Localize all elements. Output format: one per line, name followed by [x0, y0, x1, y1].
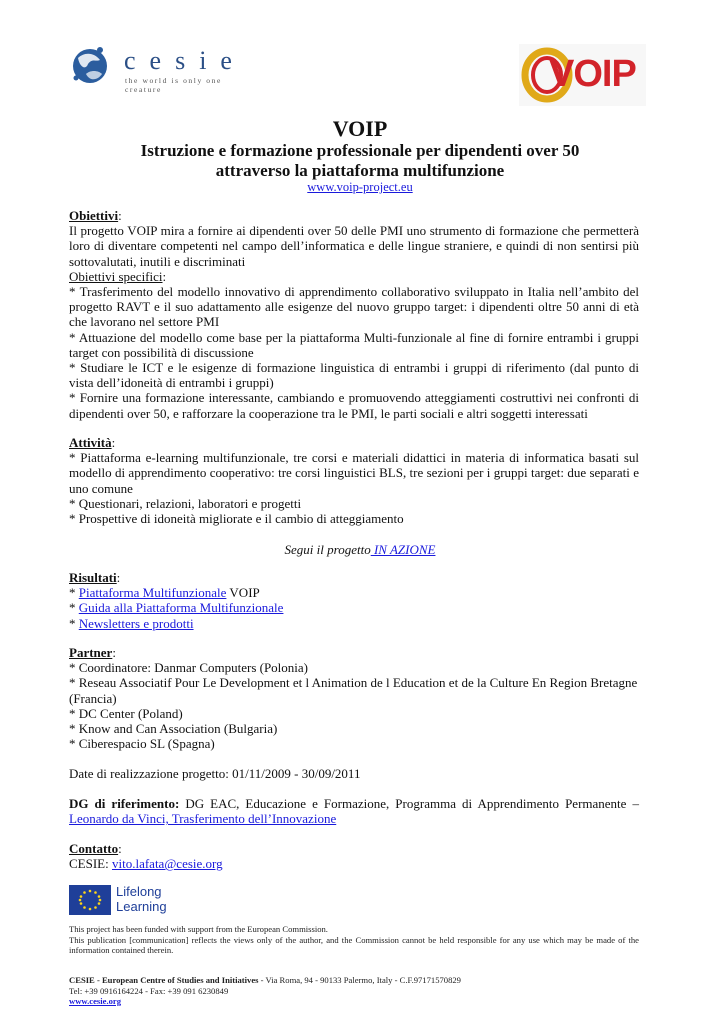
date-line: Date di realizzazione progetto: 01/11/2009 - 30/09/2011 — [69, 766, 361, 781]
in-azione-link[interactable]: IN AZIONE — [370, 542, 436, 557]
obiettivi-item: * Trasferimento del modello innovativo di apprendimento collaborativo sviluppato in Italia nell’ambito del progetto RAVT e il suo adattamento alle esigenze del nuovo gruppo target: i dipendenti oltre 50 anni di età che lavorano nel settore PMI — [69, 284, 639, 330]
contact-email-link[interactable]: vito.lafata@cesie.org — [111, 856, 223, 872]
risultati-item: * Guida alla Piattaforma Multifunzionale — [69, 600, 284, 616]
risultati-heading: Risultati: — [69, 570, 121, 585]
contatto-line: CESIE: vito.lafata@cesie.org — [69, 856, 223, 872]
subtitle-line-2: attraverso la piattaforma multifunzione — [215, 161, 505, 180]
footer-org: CESIE - European Centre of Studies and Initiatives - Via Roma, 94 - 90133 Palermo, Italy - C.F.97171570829 — [69, 975, 461, 985]
contatto-section — [69, 841, 639, 871]
cesie-tagline: the world is only one creature — [125, 76, 222, 94]
obiettivi-intro: Il progetto VOIP mira a fornire ai dipendenti over 50 delle PMI uno strumento di formazione che permetterà loro di diventare competenti nel campo dell’informatica e delle lingue straniere, e quindi di non sentirsi più sottovalutati, inutili e discriminati — [69, 223, 639, 269]
funding-disclaimer — [69, 924, 639, 956]
project-url — [60, 180, 660, 195]
risultati-item: * Newsletters e prodotti — [69, 615, 194, 631]
page-subtitle — [60, 141, 660, 181]
attivita-item: * Questionari, relazioni, laboratori e progetti — [69, 495, 302, 511]
risultati-item: * Piattaforma Multifunzionale VOIP — [69, 585, 260, 601]
dg-label: DG di riferimento: — [69, 796, 180, 811]
eu-flag-icon — [69, 885, 111, 915]
obiettivi-section — [69, 208, 639, 421]
contatto-heading: Contatto: — [69, 841, 122, 856]
obiettivi-item: * Fornire una formazione interessante, cambiando e promuovendo atteggiamenti costruttivi nei confronti di dipendenti over 50, e rafforzare la cooperazione tra le PMI, le parti sociali e altri soggetti interessati — [69, 390, 639, 421]
subtitle-line-1: Istruzione e formazione professionale per dipendenti over 50 — [140, 141, 580, 160]
dg-section — [69, 796, 639, 826]
partner-item: * Know and Can Association (Bulgaria) — [69, 721, 278, 737]
lifelong-text: Lifelong Learning — [116, 884, 167, 914]
partner-item: * Coordinatore: Danmar Computers (Polonia) — [69, 660, 309, 676]
attivita-item: * Prospettive di idoneità migliorate e il cambio di atteggiamento — [69, 511, 404, 527]
obiettivi-specifici-heading: Obiettivi specifici: — [69, 268, 167, 284]
partner-heading: Partner: — [69, 645, 116, 660]
obiettivi-item: * Studiare le ICT e le esigenze di formazione linguistica di entrambi i gruppi di riferimento (dal punto di vista dell’idoneità di entrambi i gruppi) — [69, 360, 639, 391]
partner-item: * Ciberespacio SL (Spagna) — [69, 736, 215, 752]
risultati-section — [69, 570, 639, 631]
footer-phone: Tel: +39 0916164224 - Fax: +39 091 6230849 — [69, 985, 229, 996]
responsibility-note: This publication [communication] reflects the views only of the author, and the Commission cannot be held responsible for any use which may be made of the information contained therein. — [69, 934, 639, 955]
guida-link[interactable]: Guida alla Piattaforma Multifunzionale — [78, 600, 284, 616]
attivita-heading: Attività: — [69, 435, 116, 450]
obiettivi-item: * Attuazione del modello come base per la piattaforma Multi-funzionale al fine di fornire entrambi i gruppi target con possibilità di discussione — [69, 329, 639, 360]
voip-logo-text: VOIP — [549, 53, 636, 95]
leonardo-link[interactable]: Leonardo da Vinci, Trasferimento dell’Innovazione — [69, 811, 337, 827]
attivita-item: * Piattaforma e-learning multifunzionale, tre corsi e materiali didattici in materia di informatica basati sul modello di apprendimento cooperativo: tre corsi linguistici BLS, tre sezioni per i gruppi target: due separati e uno comune — [69, 450, 639, 496]
obiettivi-heading: Obiettivi: — [69, 208, 122, 223]
project-url-link[interactable]: www.voip-project.eu — [307, 180, 413, 194]
dg-text: DG EAC, Educazione e Formazione, Programma di Apprendimento Permanente – — [179, 796, 639, 811]
page-title: VOIP — [332, 116, 388, 141]
partner-item: * Reseau Associatif Pour Le Development et l Animation de l Education et de la Culture En Region Bretagne (Francia) — [69, 675, 638, 706]
partner-item: * DC Center (Poland) — [69, 705, 183, 721]
funding-note: This project has been funded with support from the European Commission. — [69, 924, 328, 934]
cesie-logo — [68, 44, 258, 94]
piattaforma-link[interactable]: Piattaforma Multifunzionale — [78, 585, 227, 601]
cesie-logo-text: cesie — [124, 46, 246, 75]
newsletters-link[interactable]: Newsletters e prodotti — [78, 615, 194, 631]
footer-web-link[interactable]: www.cesie.org — [69, 996, 122, 1006]
lifelong-learning-logo — [69, 884, 181, 916]
segui-progetto: Segui il progetto IN AZIONE — [284, 542, 436, 557]
partner-section — [69, 645, 639, 751]
attivita-section — [69, 435, 639, 526]
voip-logo — [519, 44, 646, 106]
footer-contact — [69, 975, 639, 1007]
